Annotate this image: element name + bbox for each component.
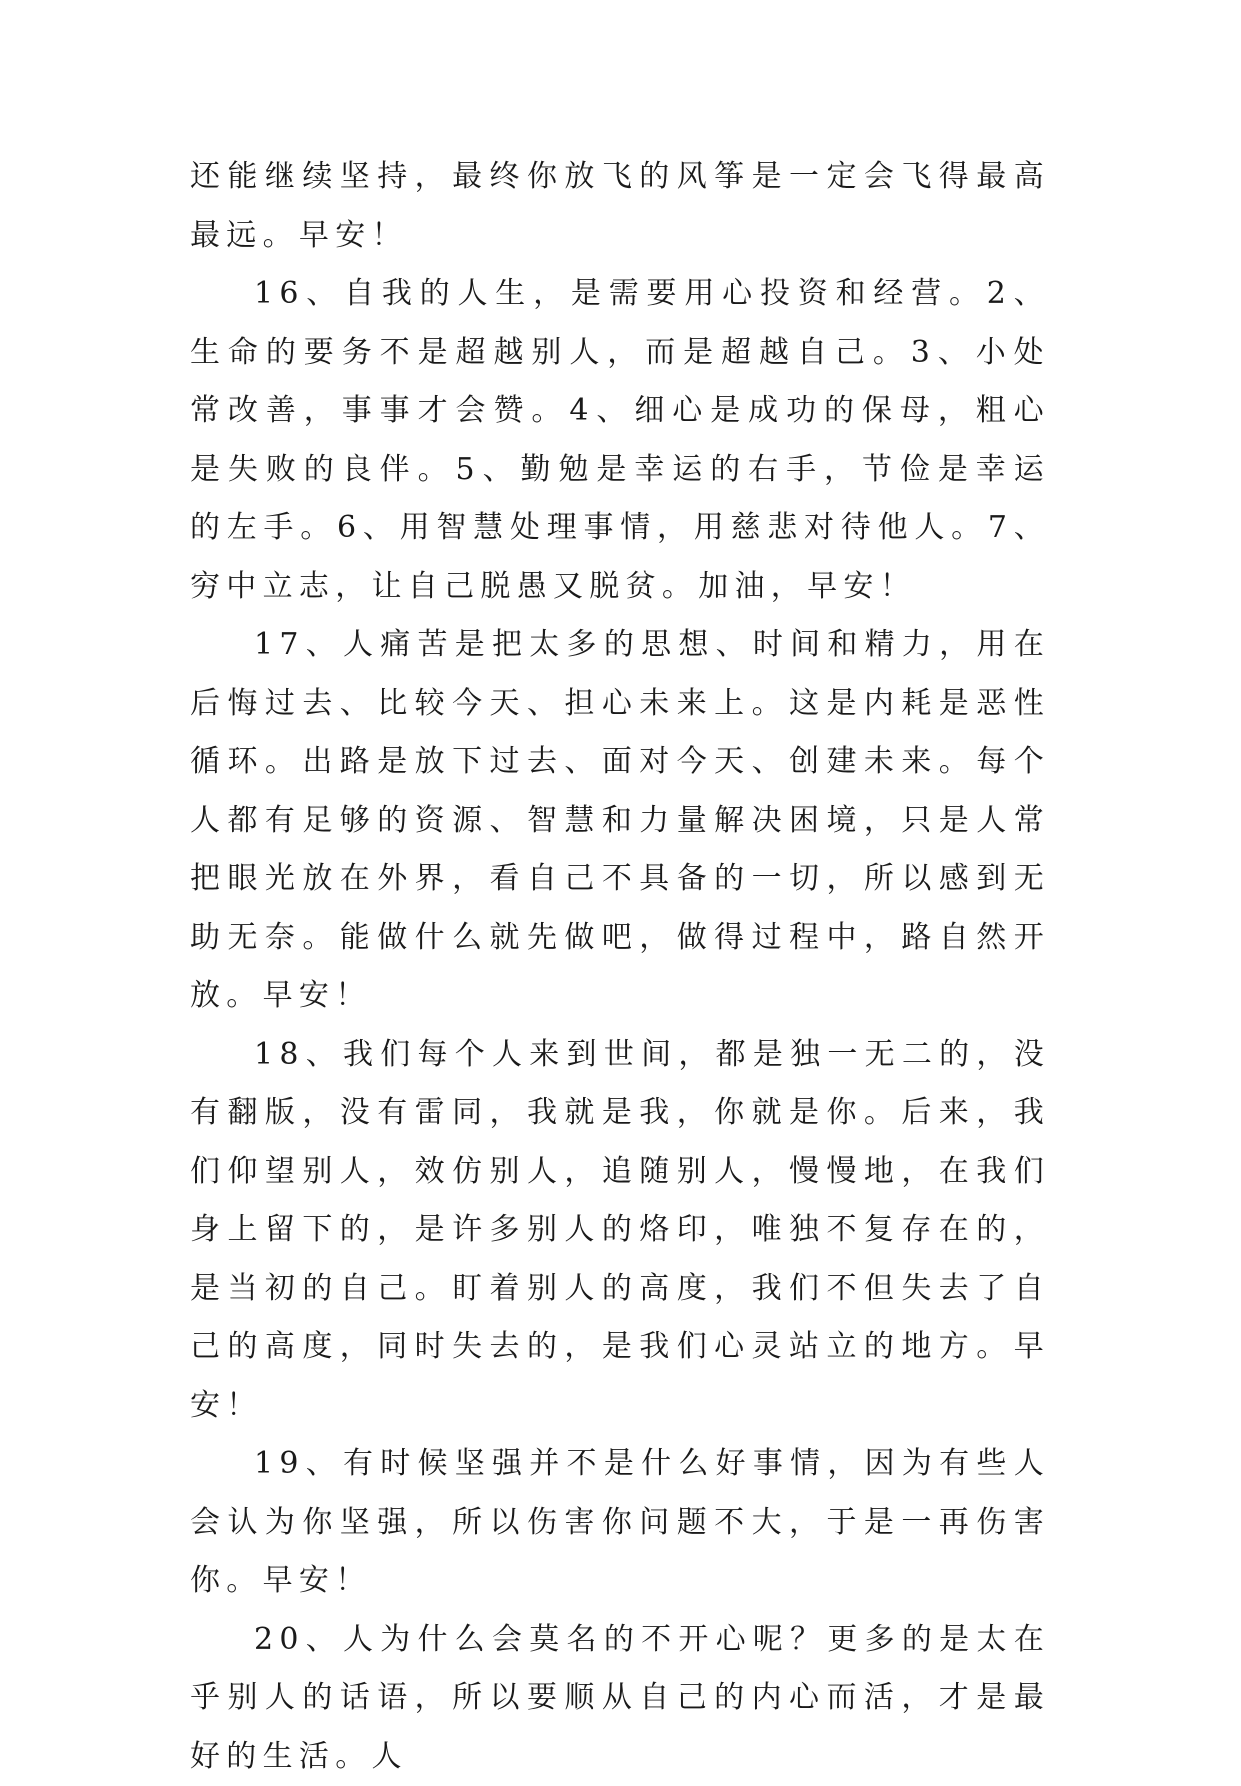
paragraph-18: 18、我们每个人来到世间，都是独一无二的，没有翻版，没有雷同，我就是我，你就是你。后来，我们仰望别人，效仿别人，追随别人，慢慢地，在我们身上留下的，是许多别人的烙印，唯独不复存在的，是当初的自己。盯着别人的高度，我们不但失去了自己的高度，同时失去的，是我们心灵站立的地方。早安！ bbox=[190, 1026, 1050, 1436]
paragraph-16: 16、自我的人生，是需要用心投资和经营。2、生命的要务不是超越别人，而是超越自己。3、小处常改善，事事才会赞。4、细心是成功的保母，粗心是失败的良伴。5、勤勉是幸运的右手，节俭是幸运的左手。6、用智慧处理事情，用慈悲对待他人。7、穷中立志，让自己脱愚又脱贫。加油，早安！ bbox=[190, 265, 1050, 616]
paragraph-17: 17、人痛苦是把太多的思想、时间和精力，用在后悔过去、比较今天、担心未来上。这是内耗是恶性循环。出路是放下过去、面对今天、创建未来。每个人都有足够的资源、智慧和力量解决困境，只是人常把眼光放在外界，看自己不具备的一切，所以感到无助无奈。能做什么就先做吧，做得过程中，路自然开放。早安！ bbox=[190, 616, 1050, 1026]
paragraph-20: 20、人为什么会莫名的不开心呢？更多的是太在乎别人的话语，所以要顺从自己的内心而活，才是最好的生活。人 bbox=[190, 1611, 1050, 1786]
paragraph-continuation: 还能继续坚持，最终你放飞的风筝是一定会飞得最高最远。早安！ bbox=[190, 148, 1050, 265]
document-body bbox=[190, 148, 1050, 1786]
paragraph-19: 19、有时候坚强并不是什么好事情，因为有些人会认为你坚强，所以伤害你问题不大，于是一再伤害你。早安！ bbox=[190, 1435, 1050, 1611]
